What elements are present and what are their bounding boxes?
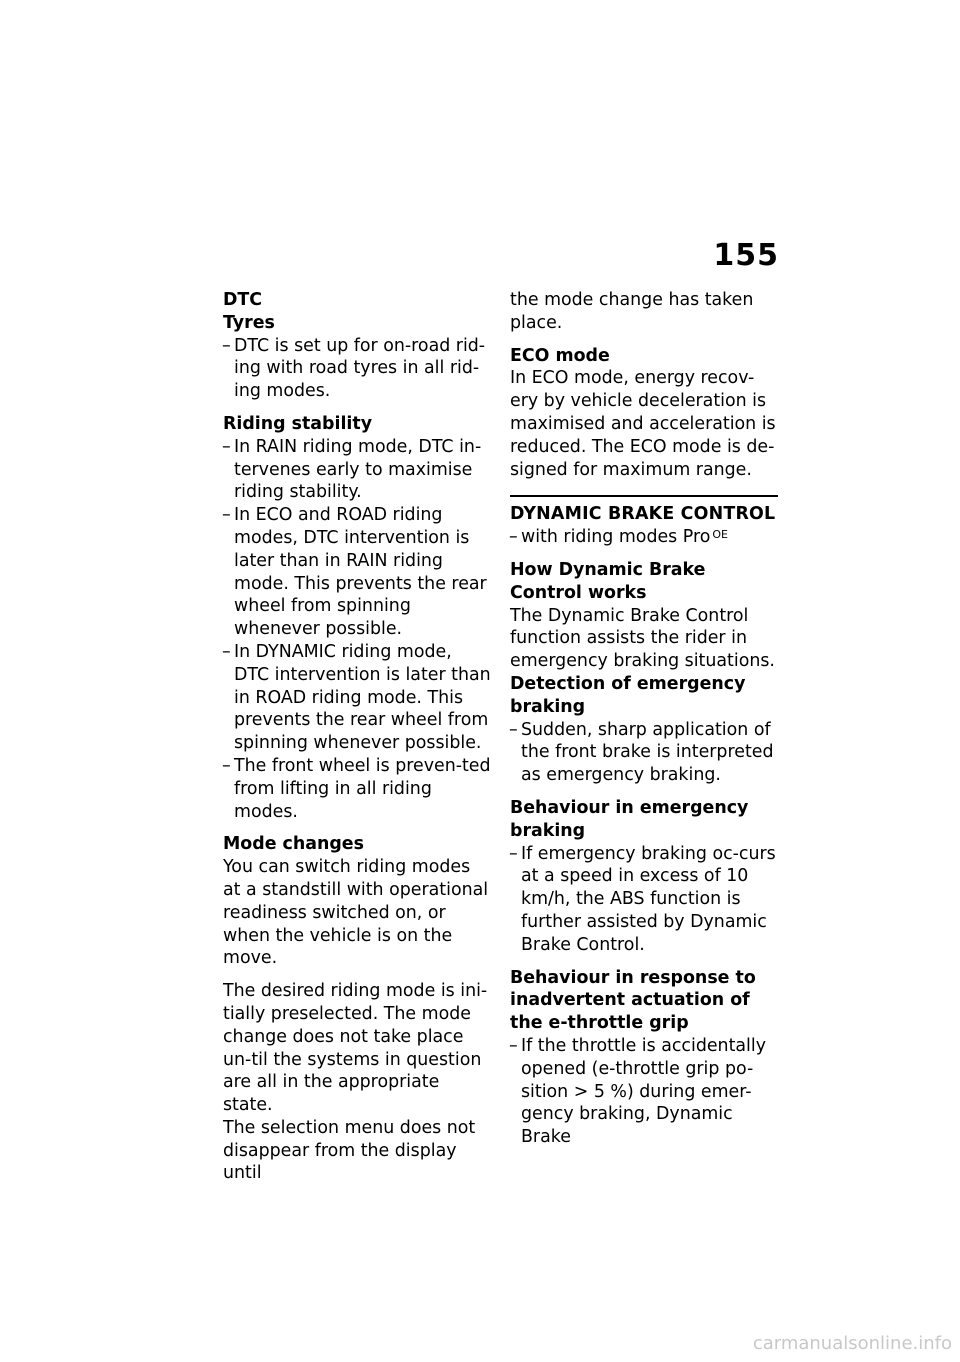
detection-list [510, 719, 778, 787]
inadvertent-list [510, 1035, 778, 1149]
eco-mode-heading: ECO mode [510, 345, 610, 366]
tyres-list [223, 335, 491, 403]
list-item [510, 526, 778, 549]
mode-changes-heading: Mode changes [223, 834, 364, 855]
dbc-subtitle-list [510, 526, 778, 549]
how-it-works-heading: How Dynamic Brake Control works [510, 559, 706, 603]
dtc-heading: DTC [223, 290, 263, 310]
behaviour-heading: Behaviour in emergency braking [510, 797, 749, 841]
list-item: – If the throttle is accidentally opened (e-throttle grip po-sition > 5 %) during emer-gency braking, Dynamic Brake [510, 1035, 778, 1149]
oe-superscript: OE [712, 528, 728, 542]
list-item: – Sudden, sharp application of the front brake is interpreted as emergency braking. [510, 719, 778, 787]
list-item: – The front wheel is preven-ted from lifting in all riding modes. [223, 755, 491, 823]
how-it-works-text: The Dynamic Brake Control function assists the rider in emergency braking situations. [510, 605, 775, 672]
section-divider [510, 495, 778, 526]
list-item: – DTC is set up for on-road rid-ing with road tyres in all rid-ing modes. [223, 335, 491, 403]
list-item: – In DYNAMIC riding mode, DTC intervention is later than in ROAD riding mode. This prevents the rear wheel from spinning whenever possible. [223, 641, 491, 755]
mode-changes-paragraph-3: The selection menu does not disappear from the display until [223, 1117, 476, 1184]
list-item: – If emergency braking oc-curs at a speed in excess of 10 km/h, the ABS function is further assisted by Dynamic Brake Control. [510, 843, 778, 957]
page-number: 155 [713, 238, 779, 273]
behaviour-list [510, 843, 778, 957]
list-item: – In RAIN riding mode, DTC in-tervenes early to maximise riding stability. [223, 436, 491, 504]
mode-changes-paragraph-1: You can switch riding modes at a standstill with operational readiness switched on, or when the vehicle is on the move. [223, 857, 489, 969]
riding-stability-list [223, 436, 491, 824]
dbc-subtitle: with riding modes Pro [521, 527, 711, 548]
continuation-text: the mode change has taken place. [510, 290, 754, 333]
eco-mode-text: In ECO mode, energy recov-ery by vehicle deceleration is maximised and acceleration is reduced. The ECO mode is de-signed for maximum range. [510, 368, 776, 480]
section-title: DYNAMIC BRAKE CONTROL [510, 504, 776, 525]
inadvertent-heading: Behaviour in response to inadvertent actuation of the e-throttle grip [510, 967, 756, 1034]
left-column [223, 289, 491, 1185]
detection-heading: Detection of emergency braking [510, 673, 746, 717]
right-column [510, 289, 778, 1149]
mode-changes-paragraph-2: The desired riding mode is ini-tially preselected. The mode change does not take place un-til the systems in question are all in the appropriate state. [223, 981, 488, 1116]
riding-stability-heading: Riding stability [223, 413, 373, 434]
watermark: carmanualsonline.info [752, 1333, 952, 1354]
tyres-heading: Tyres [223, 312, 275, 333]
list-item: – In ECO and ROAD riding modes, DTC intervention is later than in RAIN riding mode. This prevents the rear wheel from spinning whenever possible. [223, 504, 491, 641]
